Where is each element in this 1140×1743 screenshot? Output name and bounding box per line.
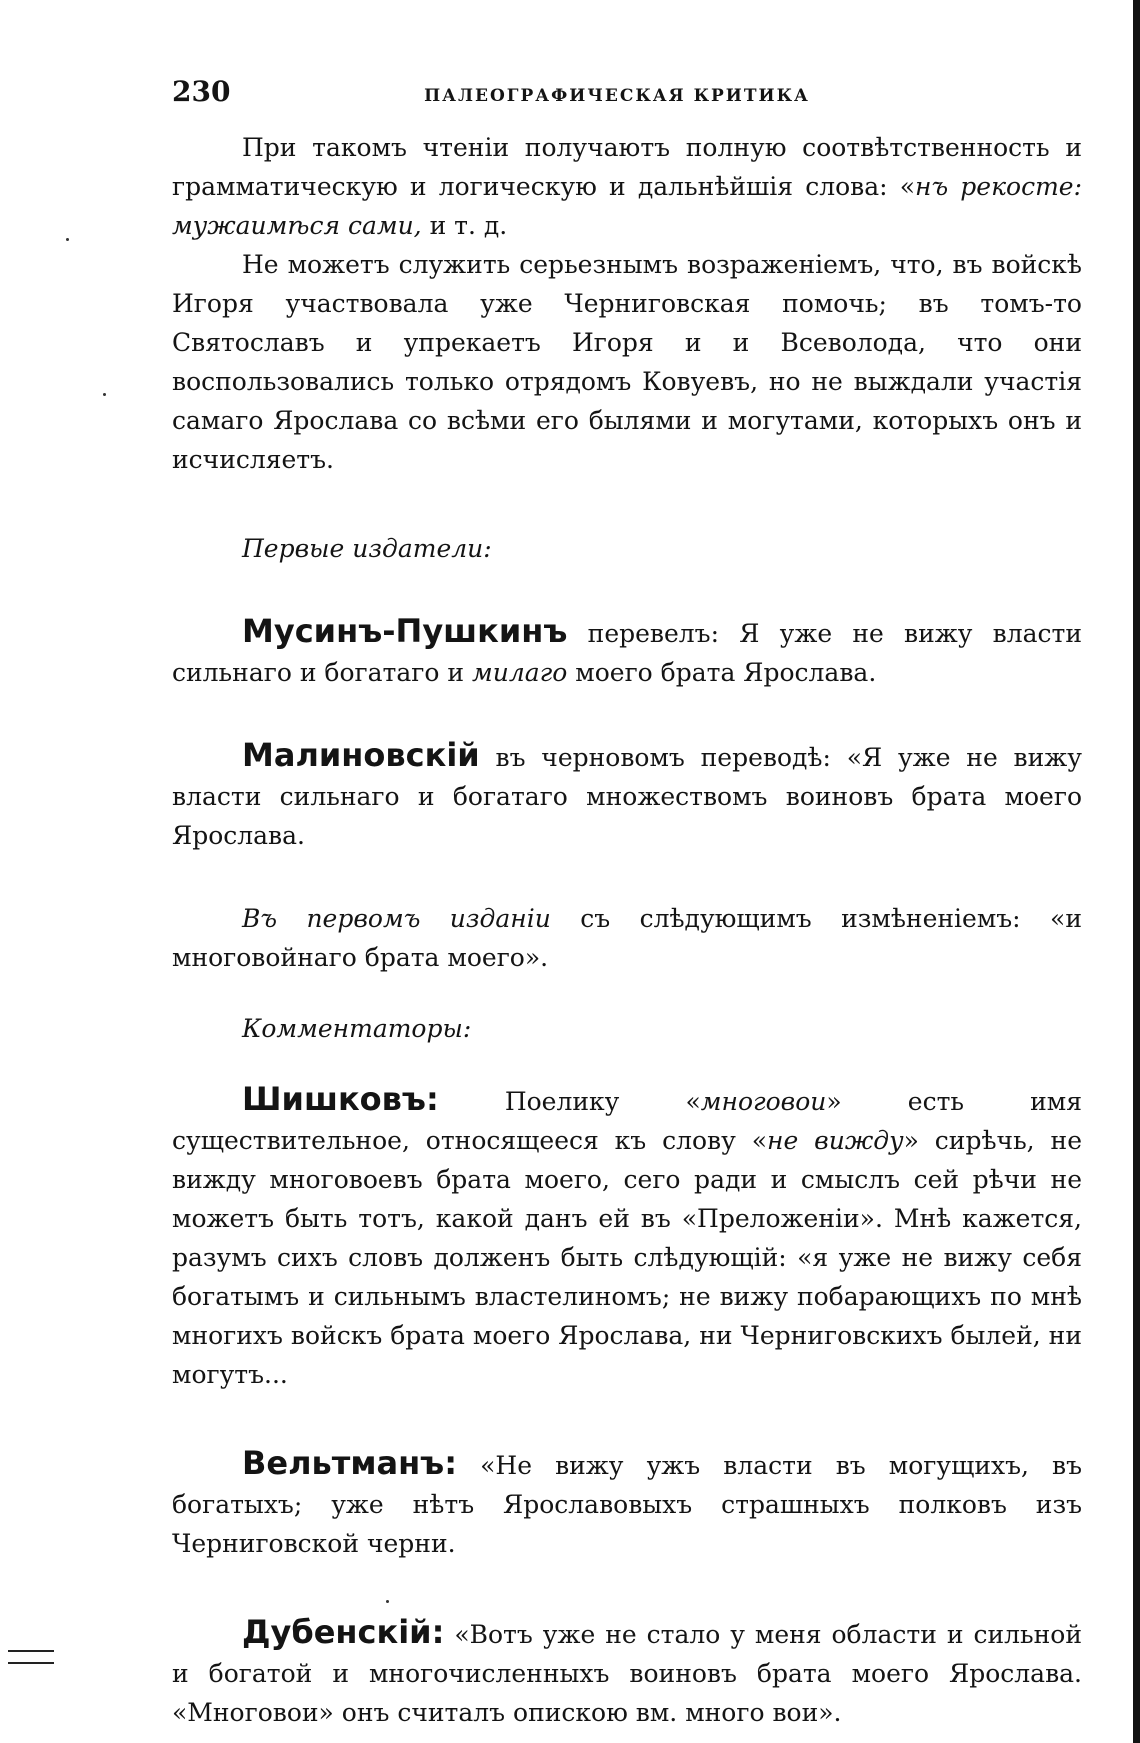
entry-musin-text-2: моего брата Ярослава. [567, 658, 877, 687]
scan-speck [66, 238, 69, 241]
entry-shishkov-name: Шишковъ: [242, 1080, 439, 1118]
entry-shishkov-text-2: » есть имя существительное, относящееся къ слову « [172, 1087, 1082, 1155]
entry-musin-italic: милаго [471, 658, 568, 687]
entry-shishkov-italic-1: многовои [700, 1087, 827, 1116]
running-title: ПАЛЕОГРАФИЧЕСКАЯ КРИТИКА [424, 86, 810, 106]
paragraph-2: Не можетъ служить серьезнымъ возраженіемъ, что, въ войскѣ Игоря участвовала уже Черниговская помочь; въ томъ-то Святославъ и упрекаетъ Игоря и и Всеволода, что они воспользовались только отрядомъ Ковуевъ, но не выждали участія самаго Ярослава со всѣми его былями и могутами, которыхъ онъ и исчисляетъ. [172, 250, 1082, 474]
entry-veltman-text: «Не вижу ужъ власти въ могущихъ, въ богатыхъ; уже нѣтъ Ярославовыхъ страшныхъ полковъ изъ Черниговской черни. [172, 1451, 1082, 1558]
paragraph-1-text: При такомъ чтеніи получаютъ полную соотвѣтственность и грамматическую и логическую и дальнѣйшія слова: « [172, 133, 1082, 201]
entry-shishkov-text-3: » сирѣчь, не вижду многовоевъ брата моего, сего ради и смыслъ сей рѣчи не можетъ быть тотъ, какой данъ ей въ «Преложеніи». Мнѣ кажется, разумъ сихъ словъ долженъ быть слѣдующій: «я уже не вижу себя богатымъ и сильнымъ властелиномъ; не вижу побарающихъ по мнѣ многихъ войскъ брата моего Ярослава, ни Черниговскихъ былей, ни могутъ... [172, 1126, 1082, 1389]
page-number: 230 [172, 75, 231, 108]
entry-veltman-name: Вельтманъ: [242, 1444, 458, 1482]
entry-first-edition-text: съ слѣдующимъ измѣненіемъ: «и многовойнаго брата моего». [172, 904, 1082, 972]
scan-speck [386, 1600, 389, 1603]
page-edge-shadow [1133, 0, 1140, 1743]
entry-musin-pushkin [172, 612, 1082, 692]
scan-speck [103, 393, 106, 396]
entry-musin-text-1: перевелъ: Я уже не вижу власти сильнаго и богатаго и [172, 619, 1082, 687]
scan-mark-line-1 [8, 1650, 54, 1652]
scan-mark-line-2 [8, 1662, 54, 1664]
entry-dubensky-text: «Вотъ уже не стало у меня области и сильной и богатой и многочисленныхъ воиновъ брата моего Ярослава. «Многовои» онъ считалъ опискою вм. много вои». [172, 1620, 1082, 1727]
entry-veltman [172, 1444, 1082, 1563]
entry-shishkov-text-1: Поелику « [438, 1087, 701, 1116]
entry-first-edition-italic: Въ первомъ изданіи [242, 904, 551, 933]
entry-malinovsky-text: въ черновомъ переводѣ: «Я уже не вижу власти сильнаго и богатаго множествомъ воиновъ брата моего Ярослава. [172, 743, 1082, 850]
entry-dubensky [172, 1613, 1082, 1732]
entry-malinovsky [172, 736, 1082, 855]
entry-shishkov-italic-2: не вижду [767, 1126, 904, 1155]
entry-musin-name: Мусинъ-Пушкинъ [242, 612, 568, 650]
entry-shishkov [172, 1080, 1082, 1394]
paragraph-1-italic: нъ рекосте: мужаимѣся сами, [172, 172, 1082, 240]
paragraph-1 [172, 128, 1082, 245]
entry-dubensky-name: Дубенскій: [242, 1613, 445, 1651]
page-body [172, 72, 1082, 1732]
section-commentators: Комментаторы: [242, 1014, 472, 1043]
section-first-editors: Первые издатели: [242, 534, 492, 563]
entry-first-edition [172, 899, 1082, 977]
running-header [172, 72, 1082, 112]
paragraph-1-tail: и т. д. [421, 211, 508, 240]
entry-malinovsky-name: Малиновскій [242, 736, 480, 774]
